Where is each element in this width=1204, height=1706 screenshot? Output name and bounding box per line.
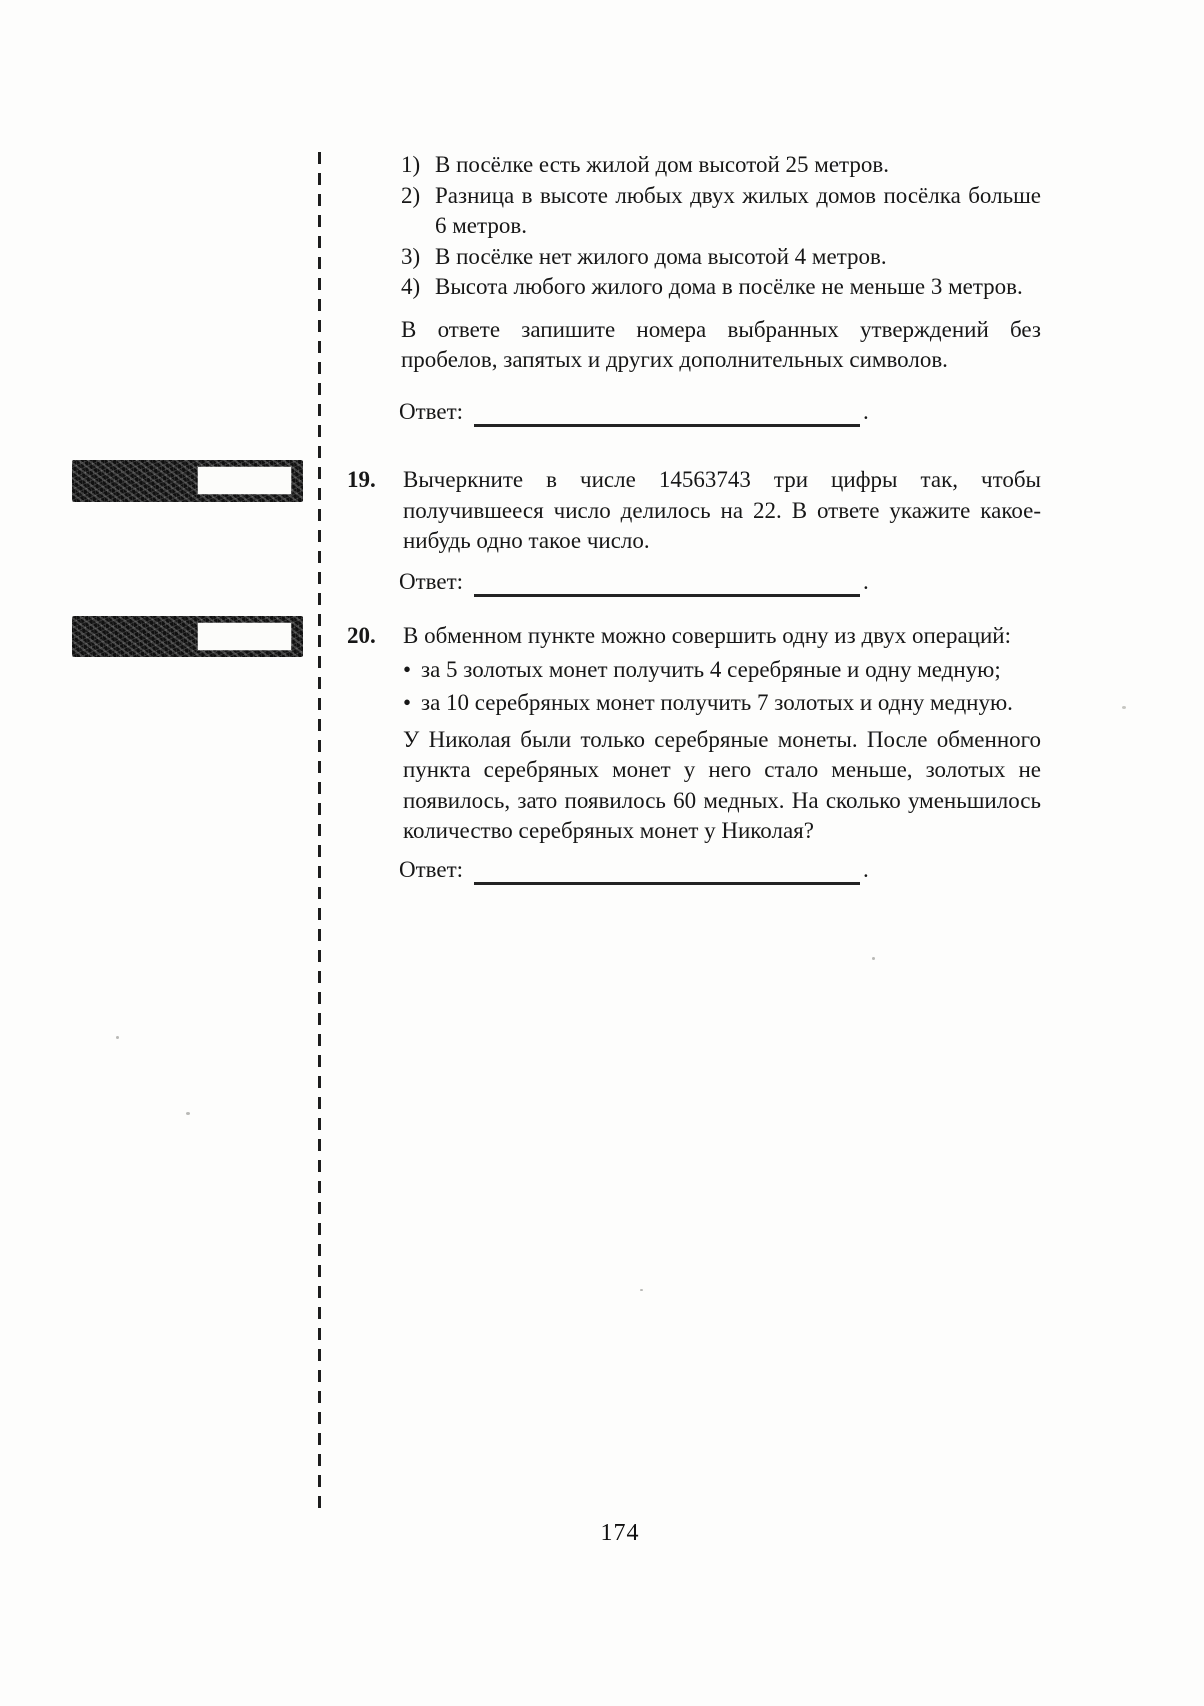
scan-speck	[1122, 706, 1126, 709]
scan-speck	[872, 957, 875, 960]
statement-row	[401, 242, 1041, 273]
statement-text: В посёлке нет жилого дома высотой 4 метров.	[435, 243, 887, 269]
statement-text: В посёлке есть жилой дом высотой 25 метров.	[435, 152, 889, 177]
scan-speck	[640, 1289, 643, 1291]
margin-scan-mark-2	[72, 616, 303, 657]
problem-19	[347, 465, 1041, 557]
bullet-icon: •	[403, 656, 412, 682]
problem-20	[347, 621, 1041, 847]
text-column	[347, 150, 1041, 885]
scan-speck	[186, 1112, 190, 1115]
problem-20-number: 20.	[347, 623, 376, 648]
dashed-cut-line	[318, 152, 321, 1516]
answer-row-20	[347, 855, 1041, 886]
statement-number: 4)	[401, 274, 421, 299]
answer-label: Ответ:	[399, 398, 464, 424]
answer-period: .	[863, 856, 869, 882]
answer-blank-line	[474, 856, 860, 885]
statement-text: Высота любого жилого дома в посёлке не меньше 3 метров.	[435, 274, 1023, 299]
answer-period: .	[863, 568, 869, 594]
statement-number: 3)	[401, 243, 421, 269]
problem-20-body: У Николая были только серебряные монеты. После обменного пункта серебряных монет у него стало меньше, золотых не появилось, зато появилось 60 медных. На сколько уменьшилось количество серебряных монет у Николая?	[403, 726, 1041, 843]
statement-row	[401, 150, 1041, 181]
bullet-icon: •	[403, 690, 412, 715]
bullet-text: за 10 серебряных монет получить 7 золотых и одну медную.	[421, 690, 1013, 715]
problem-19-number: 19.	[347, 467, 376, 492]
bullet-text: за 5 золотых монет получить 4 серебряные и одну медную;	[421, 656, 1001, 682]
statement-row	[401, 272, 1041, 303]
statement-row	[401, 181, 1041, 242]
answer-row-18	[347, 397, 1041, 428]
statement-list	[347, 150, 1041, 303]
answer-label: Ответ:	[399, 856, 464, 882]
statement-number: 1)	[401, 152, 421, 177]
scan-speck	[116, 1036, 119, 1039]
answer-label: Ответ:	[399, 568, 464, 594]
bullet-row	[403, 655, 1041, 686]
bullet-row	[403, 688, 1041, 719]
answer-blank-line	[474, 568, 860, 597]
scan-mark-white-window	[198, 467, 291, 494]
answer-format-note: В ответе запишите номера выбранных утверждений без пробелов, запятых и других дополнительных символов.	[401, 316, 1041, 372]
statement-number: 2)	[401, 182, 421, 208]
problem-19-text: Вычеркните в числе 14563743 три цифры так, чтобы получившееся число делилось на 22. В ответе укажите какое-нибудь одно такое число.	[403, 467, 1041, 553]
statement-text: Разница в высоте любых двух жилых домов посёлка больше 6 метров.	[435, 182, 1041, 238]
answer-blank-line	[474, 398, 860, 427]
answer-period: .	[863, 398, 869, 424]
scan-mark-white-window	[198, 623, 291, 650]
problem-20-intro: В обменном пункте можно совершить одну из двух операций:	[403, 623, 1012, 648]
problem-20-content	[403, 621, 1041, 847]
page-number: 174	[600, 1520, 640, 1546]
answer-row-19	[347, 567, 1041, 598]
margin-scan-mark-1	[72, 460, 303, 502]
